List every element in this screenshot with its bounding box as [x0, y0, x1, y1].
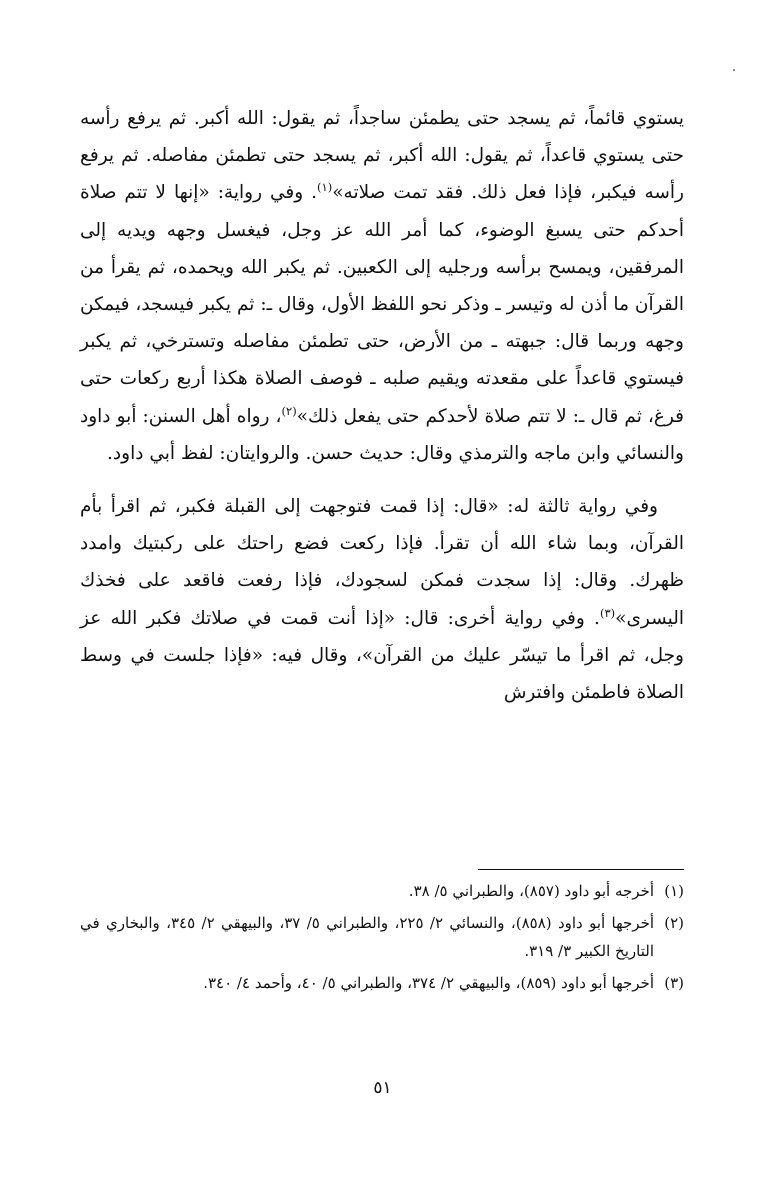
footnote-number: (٢) — [664, 913, 684, 932]
page-number: ٥١ — [373, 1078, 392, 1098]
footnote-ref: (٢) — [281, 403, 297, 418]
footnotes — [80, 877, 684, 1000]
main-text — [80, 100, 684, 711]
text-segment: يستوي قائماً، ثم يسجد حتى يطمئن ساجداً، ثم يقول: الله أكبر. ثم يرفع رأسه حتى يستوي قاعداً، ثم يقول: الله أكبر، ثم يسجد حتى تطمئن مفاصله. ثم يرفع رأسه فيكبر، فإذا فعل ذلك. فقد تمت صلاته» — [80, 108, 684, 204]
text-segment: وفي رواية ثالثة له: «قال: إذا قمت فتوجهت إلى القبلة فكبر، ثم اقرأ بأم القرآن، وبما شاء الله أن تقرأ. فإذا ركعت فضع راحتك على ركبتيك وامدد ظهرك. وقال: إذا سجدت فمكن لسجودك، فإذا رفعت فاقعد على فخذك اليسرى» — [80, 496, 684, 629]
paragraph — [80, 488, 684, 711]
text-segment: . وفي رواية: «إنها لا تتم صلاة أحدكم حتى يسبغ الوضوء، كما أمر الله عز وجل، فيغسل وجهه ويديه إلى المرفقين، ويمسح برأسه ورجليه إلى الكعبين. ثم يكبر الله ويحمده، ثم يقرأ من القرآن ما أذن له وتيسر ـ وذكر نحو اللفظ الأول، وقال ـ: ثم يكبر فيسجد، فيمكن وجهه وربما قال: جبهته ـ من الأرض، حتى تطمئن مفاصله وتسترخي، ثم يكبر فيستوي قاعداً على مقعدته ويقيم صلبه ـ فوصف الصلاة هكذا أربع ركعات حتى فرغ، ثم قال ـ: لا تتم صلاة لأحدكم حتى يفعل ذلك» — [80, 182, 684, 427]
footnote — [80, 877, 684, 906]
footnote — [80, 969, 684, 998]
footnote-ref: (٣) — [599, 605, 616, 620]
text-segment: ، رواه أهل السنن: أبو داود والنسائي وابن ماجه والترمذي وقال: حديث حسن. والروايتان: لفظ أبي داود. — [80, 405, 684, 464]
footnote-text: أخرجها أبو داود (٨٥٩)، والبيهقي ٢/ ٣٧٤، والطبراني ٥/ ٤٠، وأحمد ٤/ ٣٤٠. — [203, 973, 654, 992]
footnote-divider — [478, 869, 684, 870]
footnote-number: (١) — [664, 882, 684, 900]
footnote-number: (٣) — [664, 973, 684, 992]
footnote-ref: (١) — [317, 180, 333, 195]
text-segment: . وفي رواية أخرى: قال: «إذا أنت قمت في صلاتك فكبر الله عز وجل، ثم اقرأ ما تيسّر عليك من القرآن»، وقال فيه: «فإذا جلست في وسط الصلاة فاطمئن وافترش — [80, 607, 684, 704]
footnote — [80, 909, 684, 966]
footnote-text: أخرجه أبو داود (٨٥٧)، والطبراني ٥/ ٣٨. — [408, 882, 654, 900]
paragraph — [80, 100, 684, 472]
scan-speck — [733, 69, 735, 71]
footnote-text: أخرجها أبو داود (٨٥٨)، والنسائي ٢/ ٢٢٥، والطبراني ٥/ ٣٧، والبيهقي ٢/ ٣٤٥، والبخاري في التاريخ الكبير ٣/ ٣١٩. — [80, 913, 655, 960]
